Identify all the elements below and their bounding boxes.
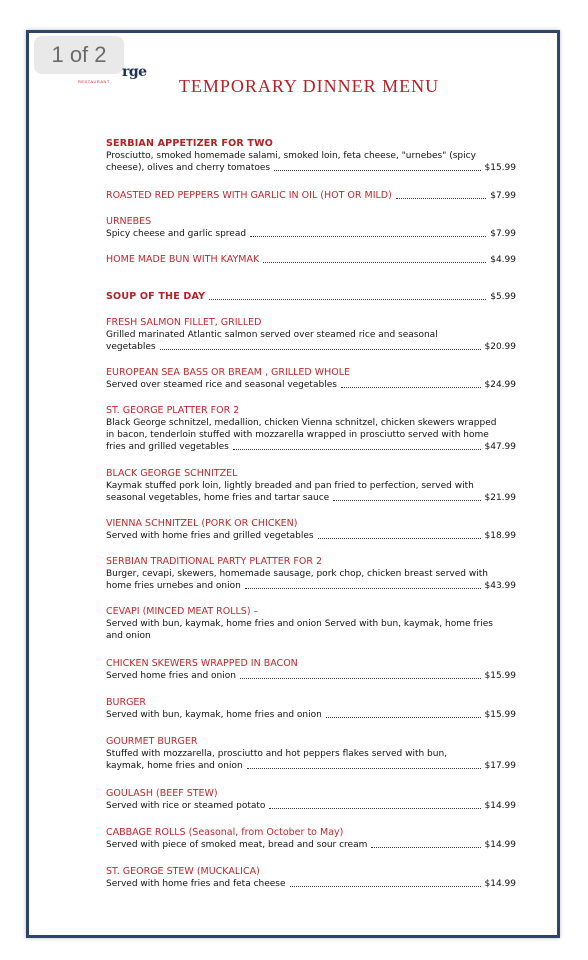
item-description: Stuffed with mozzarella, prosciutto and hot peppers flakes served with bun, xyxy=(106,749,448,759)
leader-dots xyxy=(274,170,480,171)
item-name: SERBIAN TRADITIONAL PARTY PLATTER FOR 2 xyxy=(106,556,323,567)
item-description: Spicy cheese and garlic spread xyxy=(106,229,247,239)
menu-item xyxy=(106,468,516,504)
item-name: CEVAPI (MINCED MEAT ROLLS) – xyxy=(106,606,259,617)
leader-dots xyxy=(240,678,481,679)
menu-item xyxy=(106,254,516,266)
item-description: Kaymak stuffed pork loin, lightly breaded and pan fried to perfection, served with xyxy=(106,481,474,491)
item-description: Grilled marinated Atlantic salmon served over steamed rice and seasonal xyxy=(106,330,438,340)
menu-item xyxy=(106,138,516,174)
leader-dots xyxy=(371,847,480,848)
item-name: BURGER xyxy=(106,697,147,708)
item-description: cheese), olives and cherry tomatoes xyxy=(106,163,271,173)
item-name: ST. GEORGE STEW (MUCKALICA) xyxy=(106,866,260,877)
item-price: $17.99 xyxy=(484,761,516,771)
item-name: ST. GEORGE PLATTER FOR 2 xyxy=(106,405,240,416)
item-name: GOURMET BURGER xyxy=(106,736,198,747)
item-name: GOULASH (BEEF STEW) xyxy=(106,788,218,799)
item-price: $15.99 xyxy=(484,671,516,681)
logo-subtitle: RESTAURANT xyxy=(78,79,110,84)
item-description: Served with rice or steamed potato xyxy=(106,801,266,811)
item-name: HOME MADE BUN WITH KAYMAK xyxy=(106,254,260,265)
item-description: Black George schnitzel, medallion, chicken Vienna schnitzel, chicken skewers wrapped xyxy=(106,418,497,428)
item-description: vegetables xyxy=(106,342,156,352)
item-price: $14.99 xyxy=(484,879,516,889)
item-description: in bacon, tenderloin stuffed with mozzarella wrapped in prosciutto served with home xyxy=(106,430,489,440)
item-price: $14.99 xyxy=(484,801,516,811)
leader-dots xyxy=(233,449,481,450)
menu-item xyxy=(106,291,516,303)
item-price: $15.99 xyxy=(484,710,516,720)
item-description: Served with bun, kaymak, home fries and onion Served with bun, kaymak, home fries xyxy=(106,619,493,629)
item-description: seasonal vegetables, home fries and tartar sauce xyxy=(106,493,330,503)
leader-dots xyxy=(290,886,481,887)
menu-item xyxy=(106,658,516,682)
item-name: CABBAGE ROLLS (Seasonal, from October to May) xyxy=(106,827,344,838)
menu-item xyxy=(106,216,516,240)
item-price: $18.99 xyxy=(484,531,516,541)
leader-dots xyxy=(245,588,481,589)
leader-dots xyxy=(318,538,481,539)
page-counter: 1 of 2 xyxy=(34,36,124,74)
menu-item xyxy=(106,606,516,642)
item-price: $24.99 xyxy=(484,380,516,390)
item-price: $21.99 xyxy=(484,493,516,503)
menu-item xyxy=(106,367,516,391)
item-price: $7.99 xyxy=(490,191,516,201)
item-description: Prosciutto, smoked homemade salami, smoked loin, feta cheese, "urnebes" (spicy xyxy=(106,151,476,161)
leader-dots xyxy=(341,387,481,388)
item-price: $4.99 xyxy=(490,255,516,265)
menu-item xyxy=(106,317,516,353)
item-name: SOUP OF THE DAY xyxy=(106,291,206,302)
leader-dots xyxy=(160,349,481,350)
item-name: EUROPEAN SEA BASS OR BREAM , GRILLED WHOLE xyxy=(106,367,351,378)
leader-dots xyxy=(263,262,486,263)
item-description: and onion xyxy=(106,631,151,641)
leader-dots xyxy=(269,808,480,809)
menu-item xyxy=(106,866,516,890)
menu-item xyxy=(106,736,516,772)
item-name: SERBIAN APPETIZER FOR TWO xyxy=(106,138,274,149)
item-description: home fries urnebes and onion xyxy=(106,581,241,591)
item-name: FRESH SALMON FILLET, GRILLED xyxy=(106,317,262,328)
item-price: $43.99 xyxy=(484,581,516,591)
item-description: Burger, cevapi, skewers, homemade sausage, pork chop, chicken breast served with xyxy=(106,569,488,579)
item-price: $14.99 xyxy=(484,840,516,850)
item-name: ROASTED RED PEPPERS WITH GARLIC IN OIL (HOT OR MILD) xyxy=(106,190,392,201)
item-name: BLACK GEORGE SCHNITZEL xyxy=(106,468,238,479)
leader-dots xyxy=(250,236,486,237)
item-description: Served with home fries and feta cheese xyxy=(106,879,286,889)
menu-item xyxy=(106,405,516,453)
item-name: URNEBES xyxy=(106,216,152,227)
leader-dots xyxy=(326,717,481,718)
item-description: Served over steamed rice and seasonal vegetables xyxy=(106,380,337,390)
menu-item xyxy=(106,190,516,202)
item-price: $20.99 xyxy=(484,342,516,352)
item-price: $5.99 xyxy=(490,292,516,302)
menu-item xyxy=(106,697,516,721)
menu-item xyxy=(106,827,516,851)
menu-item xyxy=(106,788,516,812)
leader-dots xyxy=(209,299,486,300)
menu-item xyxy=(106,556,516,592)
item-description: Served with home fries and grilled vegetables xyxy=(106,531,314,541)
leader-dots xyxy=(333,500,480,501)
item-price: $7.99 xyxy=(490,229,516,239)
menu-title: TEMPORARY DINNER MENU xyxy=(178,76,440,96)
item-description: Served home fries and onion xyxy=(106,671,236,681)
leader-dots xyxy=(396,198,486,199)
menu-item xyxy=(106,518,516,542)
item-price: $15.99 xyxy=(484,163,516,173)
leader-dots xyxy=(247,768,481,769)
logo-text: rge xyxy=(122,64,147,80)
item-description: fries and grilled vegetables xyxy=(106,442,229,452)
item-description: Served with bun, kaymak, home fries and onion xyxy=(106,710,322,720)
item-description: Served with piece of smoked meat, bread and sour cream xyxy=(106,840,368,850)
item-price: $47.99 xyxy=(484,442,516,452)
item-name: CHICKEN SKEWERS WRAPPED IN BACON xyxy=(106,658,298,669)
item-name: VIENNA SCHNITZEL (PORK OR CHICKEN) xyxy=(106,518,298,529)
item-description: kaymak, home fries and onion xyxy=(106,761,243,771)
